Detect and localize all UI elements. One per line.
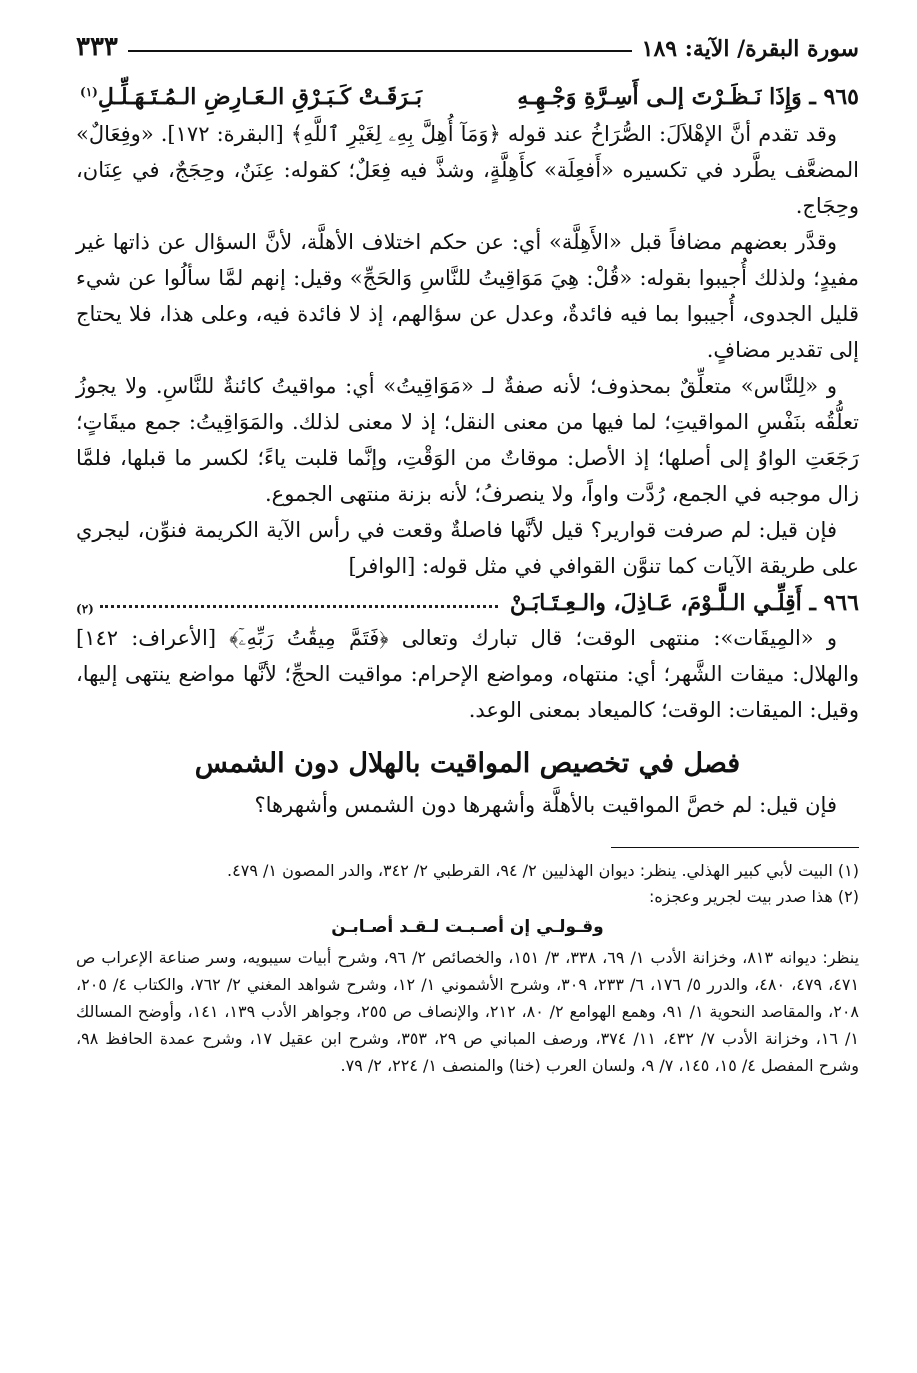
paragraph: و «المِيقَات»: منتهى الوقت؛ قال تبارك وتعالى ﴿فَتَمَّ مِيقَٰتُ رَبِّهِۦٓ﴾ [الأعراف: ١٤٢] والهلال: ميقات الشَّهر؛ أي: منتهاه، ومواضع الإحرام: مواقيت الحجِّ؛ لأنَّها مواضع ينتهى إليها، وقيل: الميقات: الوقت؛ كالميعاد بمعنى الوعد.	[76, 626, 859, 722]
footnote-1: (١) البيت لأبي كبير الهذلي. ينظر: ديوان الهذليين ٢/ ٩٤، القرطبي ٢/ ٣٤٢، والدر المصون ١/ ٤٧٩.	[227, 861, 859, 880]
verse-965-second-text: بَـرَقَـتْ كَـبَـرْقِ الـعَـارِضِ الـمُـتَـهَـلِّـلِ	[97, 84, 423, 110]
verse-dotted-fill	[100, 605, 498, 608]
verse-965-first-hemistich	[517, 84, 859, 110]
footnote-mark-2: (٢)	[76, 602, 94, 616]
section-question: فإن قيل: لم خصَّ المواقيت بالأهلَّة وأشهرها دون الشمس وأشهرها؟	[254, 793, 837, 817]
paragraph: و «لِلنَّاس» متعلِّقٌ بمحذوف؛ لأنه صفةٌ لـ «مَوَاقِيتُ» أي: مواقيتُ كائنةٌ للنَّاسِ. ولا يجوزُ تعلُّقُه بنَفْسِ المواقيتِ؛ لما فيها من معنى النقل؛ إذ لا معنى لذلك. والمَوَاقِيتُ: جمع ميقَاتٍ؛ رَجَعَتِ الواوُ إلى أصلها؛ إذ الأصل: موقاتٌ من الوَقْتِ، وإنَّما قلبت ياءً؛ لكسر ما قبلها، فلمَّا زال موجبه في الجمع، رُدَّت واواً، ولا ينصرفُ؛ لأنه بزنة منتهى الجموع.	[76, 374, 859, 506]
footnote-hemistich: وقـولـي إن أصـبـت لـقـد أصـابـن	[331, 917, 604, 937]
header-rule	[128, 50, 632, 52]
section-heading: فصل في تخصيص المواقيت بالهلال دون الشمس	[194, 748, 741, 779]
paragraph: وقدَّر بعضهم مضافاً قبل «الأَهِلَّة» أي: عن حكم اختلاف الأهلَّة، لأنَّ السؤال عن ذاتها غير مفيدٍ؛ ولذلك أُجيبوا بقوله: «قُلْ: هِيَ مَوَاقِيتُ للنَّاسِ وَالحَجِّ» وقيل: إنهم لمَّا سألُوا عن شيء قليل الجدوى، أُجيبوا بما فيه فائدةٌ، وعدل عن سؤالهم، إذ لا فائدة فيه، وعلى هذا، فلا يحتاج إلى تقدير مضافٍ.	[76, 230, 859, 362]
footnote-mark-1: (١)	[80, 84, 98, 99]
verse-965-second-hemistich	[76, 84, 422, 110]
verse-965	[76, 84, 859, 110]
verse-965-first-text: ٩٦٥ ـ وَإِذَا نَـظَـرْتَ إلـى أَسِـرَّةِ وَجْـهِـهِ	[517, 84, 859, 110]
chapter-title: سورة البقرة/ الآية: ١٨٩	[641, 36, 859, 62]
paragraph: وقد تقدم أنَّ الإهْلاَلَ: الصُّرَاخُ عند قوله ﴿وَمَآ أُهِلَّ بِهِۦ لِغَيْرِ ٱللَّهِ﴾ [البقرة: ١٧٢]. «وفِعَالٌ» المضعَّف يطَّرد في تكسيره «أَفعِلَة» كأَهِلَّةٍ، وشذَّ فيه فِعَلٌ؛ كقوله: عِنَنٌ، وحِجَجٌ، في عِنَان، وحِجَاج.	[76, 122, 859, 218]
verse-966	[76, 590, 859, 616]
footnote-2: (٢) هذا صدر بيت لجرير وعجزه:	[648, 887, 859, 906]
footnote-references: ينظر: ديوانه ٨١٣، وخزانة الأدب ١/ ٦٩، ٣٣٨، ٣/ ١٥١، والخصائص ٢/ ٩٦، وشرح أبيات سيبويه، وسر صناعة الإعراب ص ٤٧١، ٤٧٩، ٤٨٠، والدرر ٥/ ١٧٦، ٦/ ٢٣٣، ٣٠٩، وشرح الأشموني ١/ ١٢، وشرح شواهد المغني ٢/ ٧٦٢، والكتاب ٤/ ٢٠٥، ٢٠٨، والمقاصد النحوية ١/ ٩١، وهمع الهوامع ٢/ ٨٠، ٢١٢، والإنصاف ص ٢٥٥، وجواهر الأدب ١٣٩، ١٤١، وأوضح المسالك ١/ ١٦، وخزانة الأدب ٧/ ٤٣٢، ١١/ ٣٧٤، ورصف المباني ص ٢٩، ٣٥٣، وشرح ابن عقيل ١٧، وشرح عمدة الحافظ ٩٨، وشرح المفصل ٤/ ١٥، ١٤٥، ٧/ ٩، ولسان العرب (خنا) والمنصف ١/ ٢٢٤، ٢/ ٧٩.	[76, 948, 860, 1075]
verse-966-text: ٩٦٦ ـ أَقِلِّـي الـلَّـوْمَ، عَـاذِلَ، والـعِـتَـابَـنْ	[509, 590, 859, 616]
paragraph: فإن قيل: لم صرفت قوارير؟ قيل لأنَّها فاصلةٌ وقعت في رأس الآية الكريمة فنوِّن، ليجري على طريقة الآيات كما تنوَّن القوافي في مثل قوله: [الوافر]	[76, 518, 859, 578]
page-number: ٣٣٣	[76, 32, 118, 62]
footnote-separator	[611, 847, 859, 848]
running-header	[76, 22, 859, 62]
